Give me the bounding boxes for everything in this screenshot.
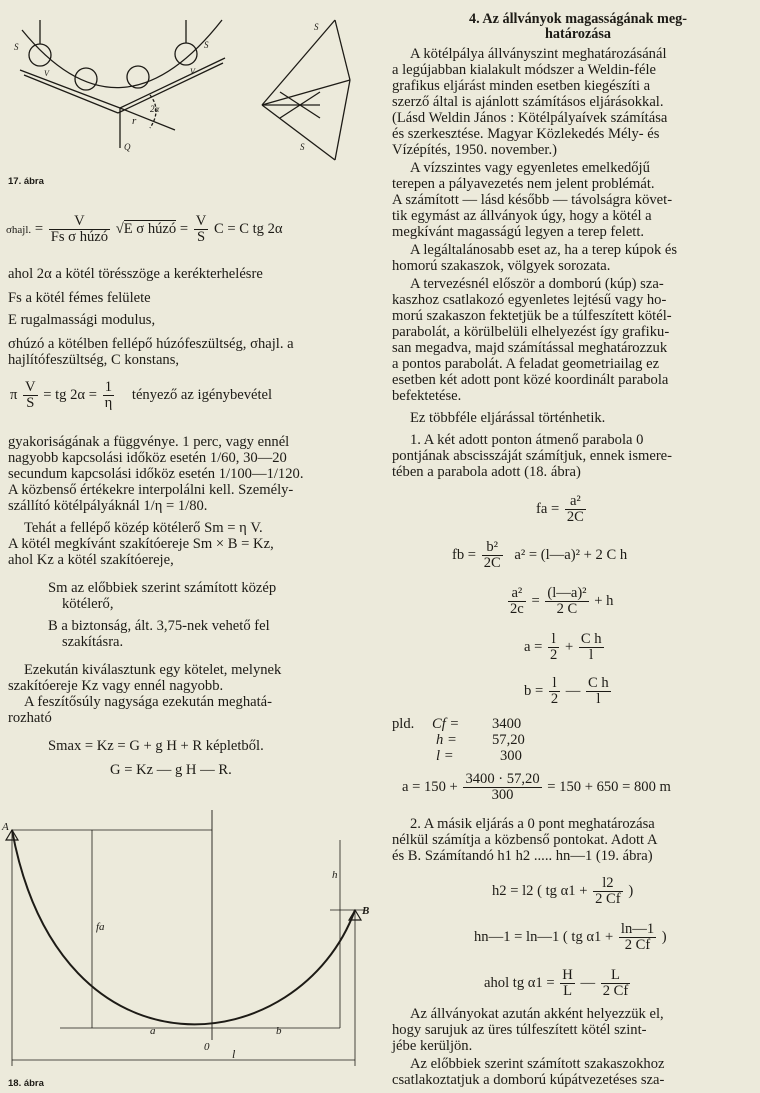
r-para1-line-2: a legújabban kialakult módszer a Weldin-féle	[392, 62, 656, 78]
r-para4-line-3: morú szakaszon fektetjük be a túlfeszített kötél-	[392, 308, 672, 324]
item-line-4: szakításra.	[62, 634, 124, 650]
fig17-label-s4: S	[300, 142, 305, 152]
eq-tg-lhs: ahol tg α1 =	[484, 974, 555, 991]
eq-tg-num2: L	[601, 968, 631, 984]
eq-tg-num: H	[562, 967, 573, 983]
eq-h2-frac	[593, 876, 623, 907]
eq-hn-lhs: hn—1 = ln—1 ( tg α1 +	[474, 928, 614, 945]
eq-a-lhs: a =	[524, 638, 543, 655]
fig17-label-s2: S	[204, 40, 209, 50]
eq-a-den: 2	[550, 647, 558, 663]
eq-c-frac1	[508, 586, 526, 617]
para2-line-2: A kötél megkívánt szakítóereje Sm × B = Kz,	[8, 536, 274, 552]
item-line-3: B a biztonság, ált. 3,75-nek vehető fel	[48, 618, 270, 634]
formula-smax: Smax = Kz = G + g H + R képletből.	[48, 738, 264, 754]
eq-result-lhs: a = 150 +	[402, 778, 458, 795]
r-para7-line-2: nélkül számítja a közbenső pontokat. Adott A	[392, 832, 658, 848]
formula1-sqrt-body: E σ húzó	[123, 220, 177, 237]
r-para3-line-2: homorú szakaszok, völgyek sorozata.	[392, 258, 611, 274]
r-para6-line-2: pontjának abscisszáját számítjuk, ennek ismere-	[392, 448, 673, 464]
def-line-4: σhúzó a kötélben fellépő húzófeszültség, σhajl. a	[8, 336, 294, 352]
eq-a	[524, 632, 606, 663]
r-para2-line-3: A számított — lásd később — távolságra követ-	[392, 192, 673, 208]
eq-hn-num: ln—1	[620, 921, 655, 937]
example-l-label: l =	[436, 748, 454, 764]
item-line-2: kötélerő,	[62, 596, 114, 612]
example-c-value: 3400	[492, 716, 522, 732]
formula1-sigma: σhajl.	[6, 223, 32, 236]
eq-c-den: 2c	[510, 601, 524, 617]
formula1-num1: V	[49, 214, 110, 230]
fig17-label-q: Q	[124, 142, 131, 152]
r-para4-line-1: A tervezésnél először a domború (kúp) sza-	[410, 276, 664, 292]
eq-b-lhs: b =	[524, 682, 544, 699]
example-pld: pld.	[392, 716, 415, 732]
fig17-label-v1: V	[44, 69, 49, 78]
para1-line-2: nagyobb kapcsolási időköz esetén 1/60, 30—20	[8, 450, 287, 466]
r-para2-line-5: megkívánt magasságú legyen a terep felett.	[392, 224, 645, 240]
eq-fa-den: 2C	[566, 509, 584, 525]
r-para6-line-3: tében a parabola adott (18. ábra)	[392, 464, 581, 480]
eq-fa-lhs: fa =	[536, 500, 560, 517]
figure-17-caption: 17. ábra	[8, 176, 44, 187]
eq-c-num2: (l—a)²	[547, 585, 587, 601]
formula2-frac1	[23, 380, 38, 411]
eq-a-plus: +	[564, 638, 574, 655]
eq-h2-tail: )	[628, 882, 634, 899]
eq-fb-num: b²	[482, 540, 503, 556]
eq-tg-den: L	[563, 983, 572, 999]
eq-b-den: 2	[550, 691, 559, 707]
eq-tg-frac2	[601, 968, 631, 999]
r-para6-line-1: 1. A két adott ponton átmenő parabola 0	[410, 432, 644, 448]
fig18-label-l: l	[232, 1047, 236, 1061]
formula2-den2: η	[104, 395, 113, 411]
para3-line-2: szakítóereje Kz vagy ennél nagyobb.	[8, 678, 224, 694]
eq-b-frac1	[549, 676, 560, 707]
fig18-label-o: 0	[204, 1041, 210, 1053]
para3-line-1: Ezekután kiválasztunk egy kötelet, melynek	[24, 662, 282, 678]
formula1-eq1: =	[34, 220, 44, 237]
eq-result-den: 300	[491, 787, 514, 803]
example-l-value: 300	[500, 748, 522, 764]
eq-result	[402, 772, 671, 803]
formula-factor	[10, 380, 272, 411]
r-para1-line-4: szerző által is ajánlott számításos eljárásokkal.	[392, 94, 664, 110]
fig18-label-B: B	[362, 905, 370, 917]
formula1-frac1	[49, 214, 110, 245]
r-para4-line-4: parabolát, a körülbelüli elhelyezést így grafiku-	[392, 324, 670, 340]
eq-tg-frac1	[560, 968, 575, 999]
eq-h2	[492, 876, 633, 907]
r-para8-line-1: Az állványokat azután akként helyezzük el,	[410, 1006, 664, 1022]
r-para5: Ez többféle eljárással történhetik.	[410, 410, 606, 426]
eq-c-den2: 2 C	[556, 601, 578, 617]
fig17-label-r: r	[132, 115, 137, 127]
eq-b-num: l	[549, 676, 560, 692]
eq-b-minus: —	[565, 682, 581, 699]
para1-line-1: gyakoriságának a függvénye. 1 perc, vagy ennél	[8, 434, 290, 450]
eq-c	[506, 586, 613, 617]
r-para1-line-1: A kötélpálya állványszint meghatározásánál	[410, 46, 667, 62]
r-para2-line-4: tik egymást az állványok úgy, hogy a kötél a	[392, 208, 652, 224]
r-para4-line-2: kaszhoz csatlakozó egyenletes lejtésű vagy ho-	[392, 292, 667, 308]
para1-line-3: secundum kapcsolási időköz esetén 1/100—1/120.	[8, 466, 304, 482]
fig18-label-h: h	[332, 869, 338, 881]
r-para1-line-3: grafikus eljárást minden esetben kiegészíti a	[392, 78, 651, 94]
section-title	[418, 12, 738, 42]
para2-line-3: ahol Kz a kötél szakítóereje,	[8, 552, 174, 568]
formula1-num2: V	[195, 213, 207, 229]
figure-18-caption: 18. ábra	[8, 1078, 44, 1089]
eq-a-den2: l	[589, 647, 594, 663]
eq-c-tail: + h	[594, 592, 614, 609]
fig18-label-A: A	[2, 821, 9, 833]
r-para4-line-7: esetben két adott pont közé koordinált parabola	[392, 372, 669, 388]
eq-result-num: 3400 · 57,20	[465, 771, 540, 787]
r-para4-line-5: san megadva, majd számítással meghatározzuk	[392, 340, 668, 356]
eq-c-num: a²	[508, 586, 526, 602]
para2-line-1: Tehát a fellépő közép kötélerő Sm = η V.	[24, 520, 263, 536]
section-title-line-2: határozása	[545, 26, 611, 42]
eq-fa	[536, 494, 588, 525]
eq-hn	[474, 922, 667, 953]
eq-a-frac2	[579, 632, 604, 663]
r-para2-line-2: terepen a pályavezetés nem jelent problémát.	[392, 176, 655, 192]
eq-hn-tail: )	[661, 928, 667, 945]
eq-tg-den2: 2 Cf	[602, 983, 629, 999]
formula2-mid: = tg 2α =	[43, 386, 97, 403]
eq-a-num: l	[548, 632, 559, 648]
formula1-tail: C = C tg 2α	[213, 220, 283, 237]
r-para7-line-3: és B. Számítandó h1 h2 ..... hn—1 (19. ábra)	[392, 848, 653, 864]
r-para1-line-7: Vízépítés, 1950. november.)	[392, 142, 557, 158]
eq-fb-lhs: fb =	[452, 546, 477, 563]
item-line-1: Sm az előbbiek szerint számított közép	[48, 580, 277, 596]
fig18-label-a: a	[150, 1025, 156, 1037]
r-para2-line-1: A vízszintes vagy egyenletes emelkedőjű	[410, 160, 650, 176]
fig18-label-b: b	[276, 1025, 282, 1037]
eq-tg-minus: —	[580, 974, 596, 991]
eq-result-tail: = 150 + 650 = 800 m	[547, 778, 671, 795]
def-line-3: E rugalmassági modulus,	[8, 312, 156, 328]
eq-tg	[484, 968, 632, 999]
eq-h2-den: 2 Cf	[595, 891, 621, 907]
para3-line-4: rozható	[8, 710, 52, 726]
eq-a-num2: C h	[580, 631, 602, 647]
fig17-label-s3: S	[314, 22, 319, 32]
fig18-label-fa: fa	[96, 921, 105, 933]
formula1-eq2: =	[179, 220, 189, 237]
r-para9-line-2: csatlakoztatjuk a domború kúpátvezetéses sza-	[392, 1072, 665, 1088]
formula-g: G = Kz — g H — R.	[110, 762, 232, 778]
formula2-num: V	[25, 379, 36, 395]
eq-b-num2: C h	[588, 675, 609, 691]
formula2-den: S	[26, 395, 35, 411]
example-h-label: h =	[436, 732, 457, 748]
para1-line-4: A közbenső értékekre interpolálni kell. Személy-	[8, 482, 294, 498]
para3-line-3: A feszítősúly nagysága ezekután meghatá-	[24, 694, 273, 710]
formula2-frac2	[103, 380, 115, 411]
eq-b	[524, 676, 613, 707]
formula1-sqrt: √E σ húzó	[115, 220, 177, 237]
eq-b-den2: l	[596, 691, 601, 707]
section-title-line-1: 4. Az állványok magasságának meg-	[469, 11, 687, 27]
formula1-den1: Fs σ húzó	[50, 229, 109, 245]
fig17-label-v2: V	[190, 67, 195, 76]
r-para1-line-6: és szerkesztése. Magyar Közlekedés Mély- és	[392, 126, 660, 142]
para1-line-5: szállító kötélpályáknál 1/η = 1/80.	[8, 498, 208, 514]
fig17-label-2a: 2α	[150, 104, 160, 114]
example-h-value: 57,20	[492, 732, 525, 748]
r-para9-line-1: Az előbbiek szerint számított szakaszokhoz	[410, 1056, 665, 1072]
example-c-label: Cf =	[432, 716, 460, 732]
figure-17-drawing	[0, 0, 382, 180]
formula1-frac2	[194, 214, 209, 245]
r-para7-line-1: 2. A másik eljárás a 0 pont meghatározása	[410, 816, 655, 832]
def-line-2: Fs a kötél fémes felülete	[8, 290, 151, 306]
def-line-5: hajlítófeszültség, C konstans,	[8, 352, 180, 368]
eq-hn-den: 2 Cf	[624, 937, 651, 953]
r-para8-line-2: hogy sarujuk az üres túlfeszített kötél szint-	[392, 1022, 647, 1038]
eq-fb-rhs: a² = (l—a)² + 2 C h	[514, 546, 628, 563]
eq-fb-den: 2C	[483, 555, 501, 571]
eq-fa-frac	[565, 494, 586, 525]
r-para8-line-3: jébe kerüljön.	[392, 1038, 473, 1054]
formula2-tail: tényező az igénybevétel	[131, 386, 273, 403]
eq-hn-frac	[619, 922, 656, 953]
eq-a-frac1	[548, 632, 559, 663]
formula1-den2: S	[196, 229, 206, 245]
formula-bending-stress	[6, 214, 283, 245]
eq-fa-num: a²	[565, 494, 586, 510]
eq-h2-num: l2	[593, 876, 623, 892]
formula2-num2: 1	[103, 380, 115, 396]
eq-b-frac2	[586, 676, 611, 707]
r-para4-line-6: a pontos parabolát. A feladat geometriailag ez	[392, 356, 660, 372]
def-line-1: ahol 2α a kötél törésszöge a kerékterhelésre	[8, 266, 263, 282]
figure-18-drawing	[0, 810, 382, 1080]
eq-result-frac	[463, 772, 541, 803]
eq-c-frac2	[545, 586, 588, 617]
eq-fb	[452, 540, 627, 571]
formula2-pi: π	[10, 386, 18, 403]
fig17-label-s1: S	[14, 42, 19, 52]
eq-fb-frac	[482, 540, 503, 571]
r-para1-line-5: (Lásd Weldin János : Kötélpályaívek számítása	[392, 110, 668, 126]
eq-h2-lhs: h2 = l2 ( tg α1 +	[492, 882, 588, 899]
eq-c-eq: =	[531, 592, 540, 609]
r-para3-line-1: A legáltalánosabb eset az, ha a terep kúpok és	[410, 242, 678, 258]
r-para4-line-8: befektetése.	[392, 388, 462, 404]
